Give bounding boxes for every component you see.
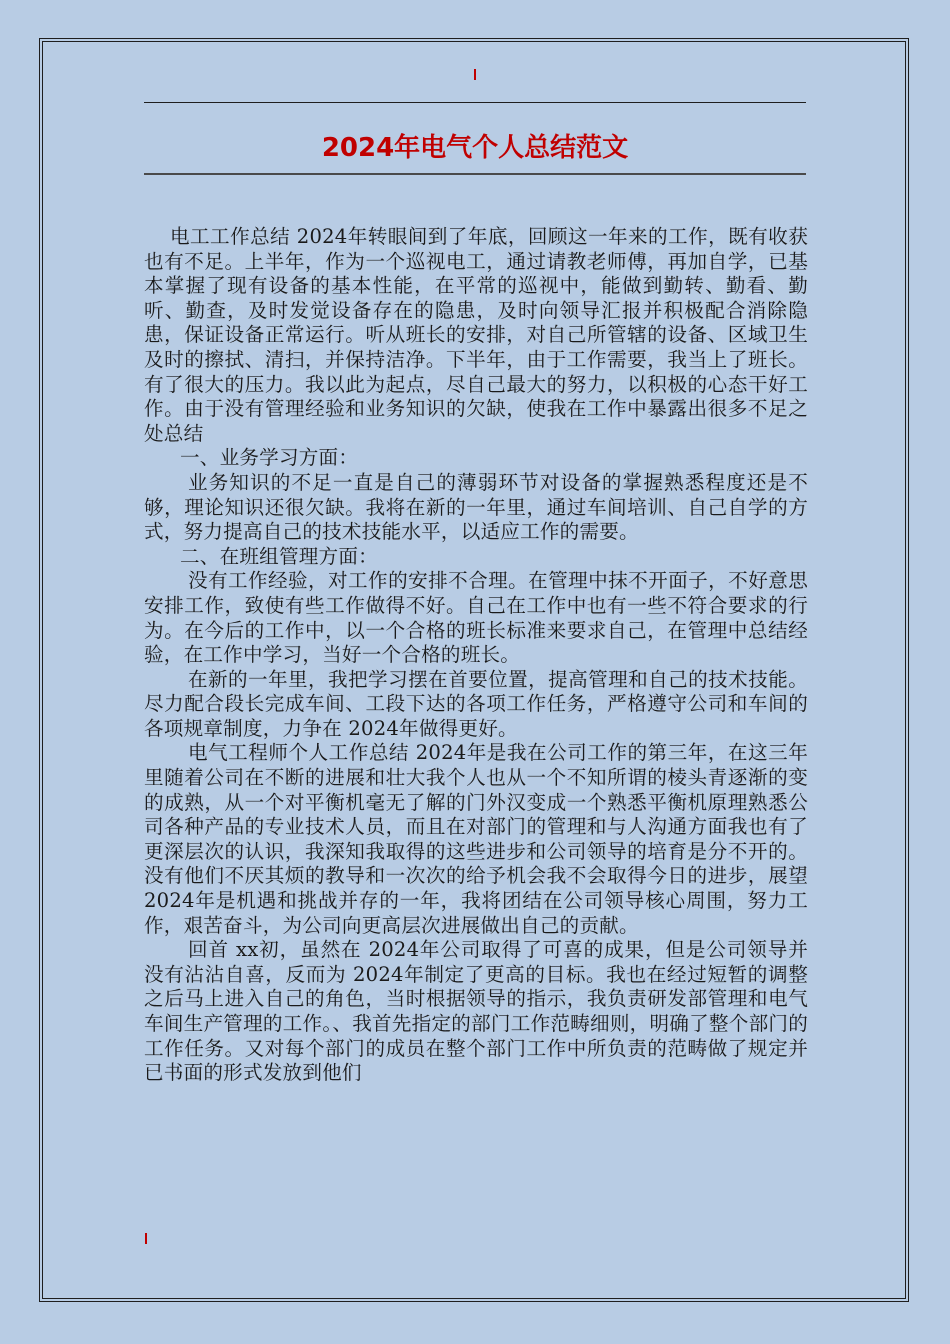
- paragraph-engineer-summary: 电气工程师个人工作总结 2024年是我在公司工作的第三年，在这三年里随着公司在不断的进展和壮大我个人也从一个不知所谓的棱头青逐渐的变的成熟，从一个对平衡机毫无了解的门外汉变成一个熟悉平衡机原理熟悉公司各种产品的专业技术人员，而且在对部门的管理和与人沟通方面我也有了更深层次的认识，我深知我取得的这些进步和公司领导的培育是分不开的。没有他们不厌其烦的教导和一次次的给予机会我不会取得今日的进步，展望 2024年是机遇和挑战并存的一年，我将团结在公司领导核心周围，努力工作，艰苦奋斗，为公司向更高层次进展做出自己的贡献。: [144, 741, 808, 937]
- title-rule: [144, 173, 806, 175]
- header-rule: [144, 102, 806, 103]
- section-heading-team-management: 二、在班组管理方面：: [180, 544, 378, 568]
- paragraph-intro: 电工工作总结 2024年转眼间到了年底，回顾这一年来的工作，既有收获也有不足。上半年，作为一个巡视电工，通过请教老师傅，再加自学，已基本掌握了现有设备的基本性能，在平常的巡视中，能做到勤转、勤看、勤听、勤查，及时发觉设备存在的隐患，及时向领导汇报并积极配合消除隐患，保证设备正常运行。听从班长的安排，对自己所管辖的设备、区域卫生及时的擦拭、清扫，并保持洁净。下半年，由于工作需要，我当上了班长。有了很大的压力。我以此为起点，尽自己最大的努力，以积极的心态干好工作。由于没有管理经验和业务知识的欠缺，使我在工作中暴露出很多不足之处总结: [144, 225, 808, 445]
- section-heading-business-study: 一、业务学习方面：: [180, 446, 359, 470]
- paragraph-business-study: 业务知识的不足一直是自己的薄弱环节对设备的掌握熟悉程度还是不够，理论知识还很欠缺。我将在新的一年里，通过车间培训、自己自学的方式，努力提高自己的技术技能水平，以适应工作的需要。: [144, 470, 808, 544]
- document-body: [144, 225, 808, 1086]
- footer-mark: [145, 1233, 147, 1244]
- header-mark: [474, 69, 476, 80]
- paragraph-new-year: 在新的一年里，我把学习摆在首要位置，提高管理和自己的技术技能。尽力配合段长完成车间、工段下达的各项工作任务，严格遵守公司和车间的各项规章制度，力争在 2024年做得更好。: [144, 667, 808, 740]
- document-title: 2024年电气个人总结范文: [321, 133, 629, 163]
- paragraph-team-management: 没有工作经验，对工作的安排不合理。在管理中抹不开面子，不好意思安排工作，致使有些工作做得不好。自己在工作中也有一些不符合要求的行为。在今后的工作中，以一个合格的班长标准来要求自己，在管理中总结经验，在工作中学习，当好一个合格的班长。: [144, 569, 808, 667]
- paragraph-looking-back: 回首 xx初，虽然在 2024年公司取得了可喜的成果，但是公司领导并没有沾沾自喜，反而为 2024年制定了更高的目标。我也在经过短暂的调整之后马上进入自己的角色，当时根据领导的指示，我负责研发部管理和电气车间生产管理的工作。、我首先指定的部门工作范畴细则，明确了整个部门的工作任务。又对每个部门的成员在整个部门工作中所负责的范畴做了规定并已书面的形式发放到他们: [144, 938, 808, 1085]
